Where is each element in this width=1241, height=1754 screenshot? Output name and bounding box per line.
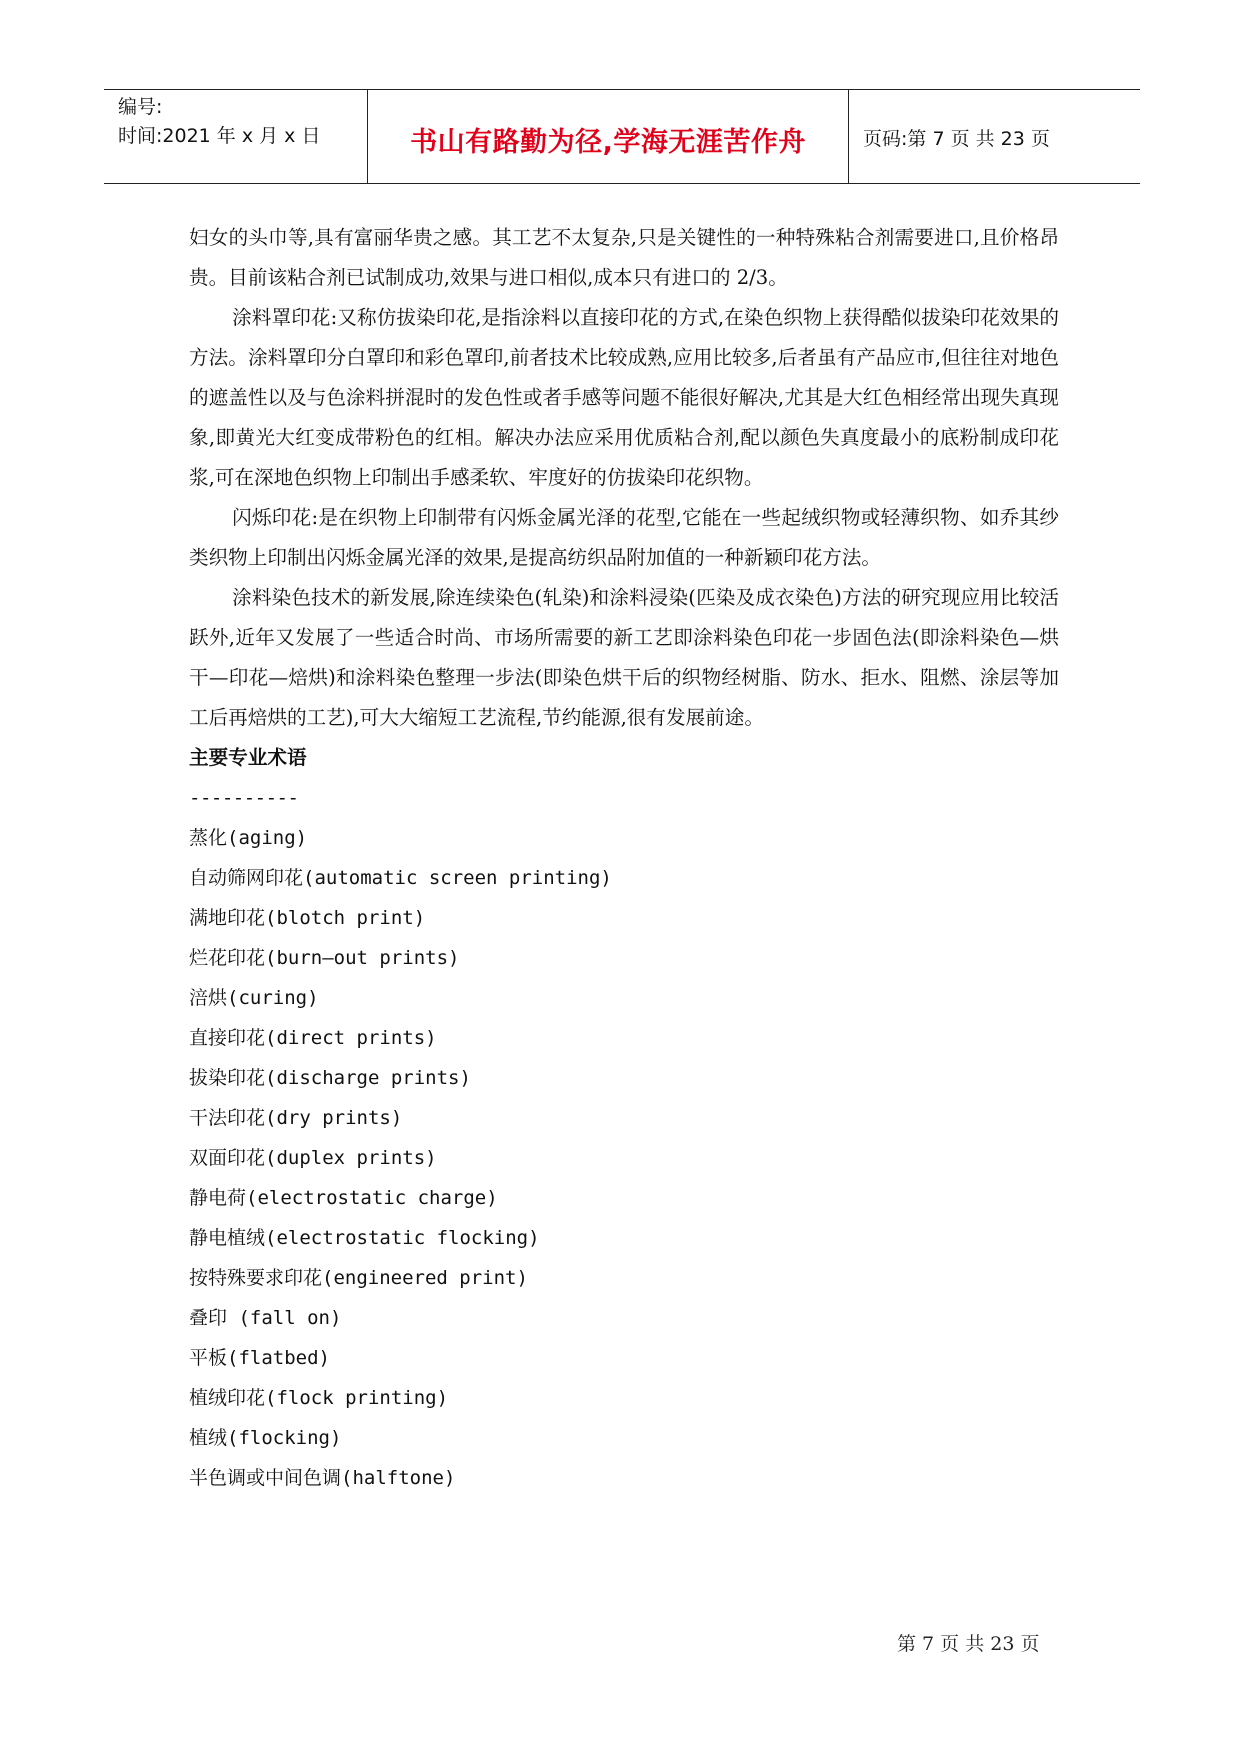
paragraph-continued: 妇女的头巾等,具有富丽华贵之感。其工艺不太复杂,只是关键性的一种特殊粘合剂需要进口,且价格昂贵。目前该粘合剂已试制成功,效果与进口相似,成本只有进口的 2/3。 [189,226,1059,289]
header-page-cell [849,90,1140,183]
term-item: 直接印花(direct prints) [189,1027,437,1049]
document-body [189,218,1059,1498]
term-item: 拔染印花(discharge prints) [189,1067,471,1089]
header-motto: 书山有路勤为径,学海无涯苦作舟 [410,127,806,158]
document-number-label: 编号: [118,96,163,118]
header-page-number: 页码:第 7 页 共 23 页 [863,128,1050,150]
document-time-label: 时间:2021 年 x 月 x 日 [118,125,321,147]
term-item: 满地印花(blotch print) [189,907,426,929]
term-item: 静电植绒(electrostatic flocking) [189,1227,540,1249]
paragraph-glitter-print: 闪烁印花:是在织物上印制带有闪烁金属光泽的花型,它能在一些起绒织物或轻薄织物、如乔其纱类织物上印制出闪烁金属光泽的效果,是提高纺织品附加值的一种新颖印花方法。 [189,506,1059,569]
term-item: 静电荷(electrostatic charge) [189,1187,498,1209]
term-item: 自动筛网印花(automatic screen printing) [189,867,612,889]
term-item: 双面印花(duplex prints) [189,1147,437,1169]
term-item: 平板(flatbed) [189,1347,330,1369]
term-item: 按特殊要求印花(engineered print) [189,1267,528,1289]
term-item: 植绒印花(flock printing) [189,1387,449,1409]
term-item: 烂花印花(burn—out prints) [189,947,460,969]
header-info-cell [104,90,368,183]
term-item: 叠印 (fall on) [189,1307,342,1329]
terms-divider: ---------- [189,787,299,809]
page-header [104,89,1140,184]
term-item: 涪烘(curing) [189,987,319,1009]
term-item: 植绒(flocking) [189,1427,342,1449]
paragraph-coating-dyeing: 涂料染色技术的新发展,除连续染色(轧染)和涂料浸染(匹染及成衣染色)方法的研究现应用比较活跃外,近年又发展了一些适合时尚、市场所需要的新工艺即涂料染色印花一步固色法(即涂料染色—烘干—印花—焙烘)和涂料染色整理一步法(即染色烘干后的织物经树脂、防水、拒水、阻燃、涂层等加工后再焙烘的工艺),可大大缩短工艺流程,节约能源,很有发展前途。 [189,586,1059,729]
terms-list [189,818,1059,1498]
term-item: 半色调或中间色调(halftone) [189,1467,456,1489]
term-item: 干法印花(dry prints) [189,1107,403,1129]
paragraph-coating-overprint: 涂料罩印花:又称仿拔染印花,是指涂料以直接印花的方式,在染色织物上获得酷似拔染印花效果的方法。涂料罩印分白罩印和彩色罩印,前者技术比较成熟,应用比较多,后者虽有产品应市,但往往对地色的遮盖性以及与色涂料拼混时的发色性或者手感等问题不能很好解决,尤其是大红色相经常出现失真现象,即黄光大红变成带粉色的红相。解决办法应采用优质粘合剂,配以颜色失真度最小的底粉制成印花浆,可在深地色织物上印制出手感柔软、牢度好的仿拔染印花织物。 [189,306,1059,489]
term-item: 蒸化(aging) [189,827,308,849]
terms-heading: 主要专业术语 [189,746,307,769]
page-footer-number: 第 7 页 共 23 页 [897,1633,1040,1655]
header-motto-cell [368,90,849,183]
